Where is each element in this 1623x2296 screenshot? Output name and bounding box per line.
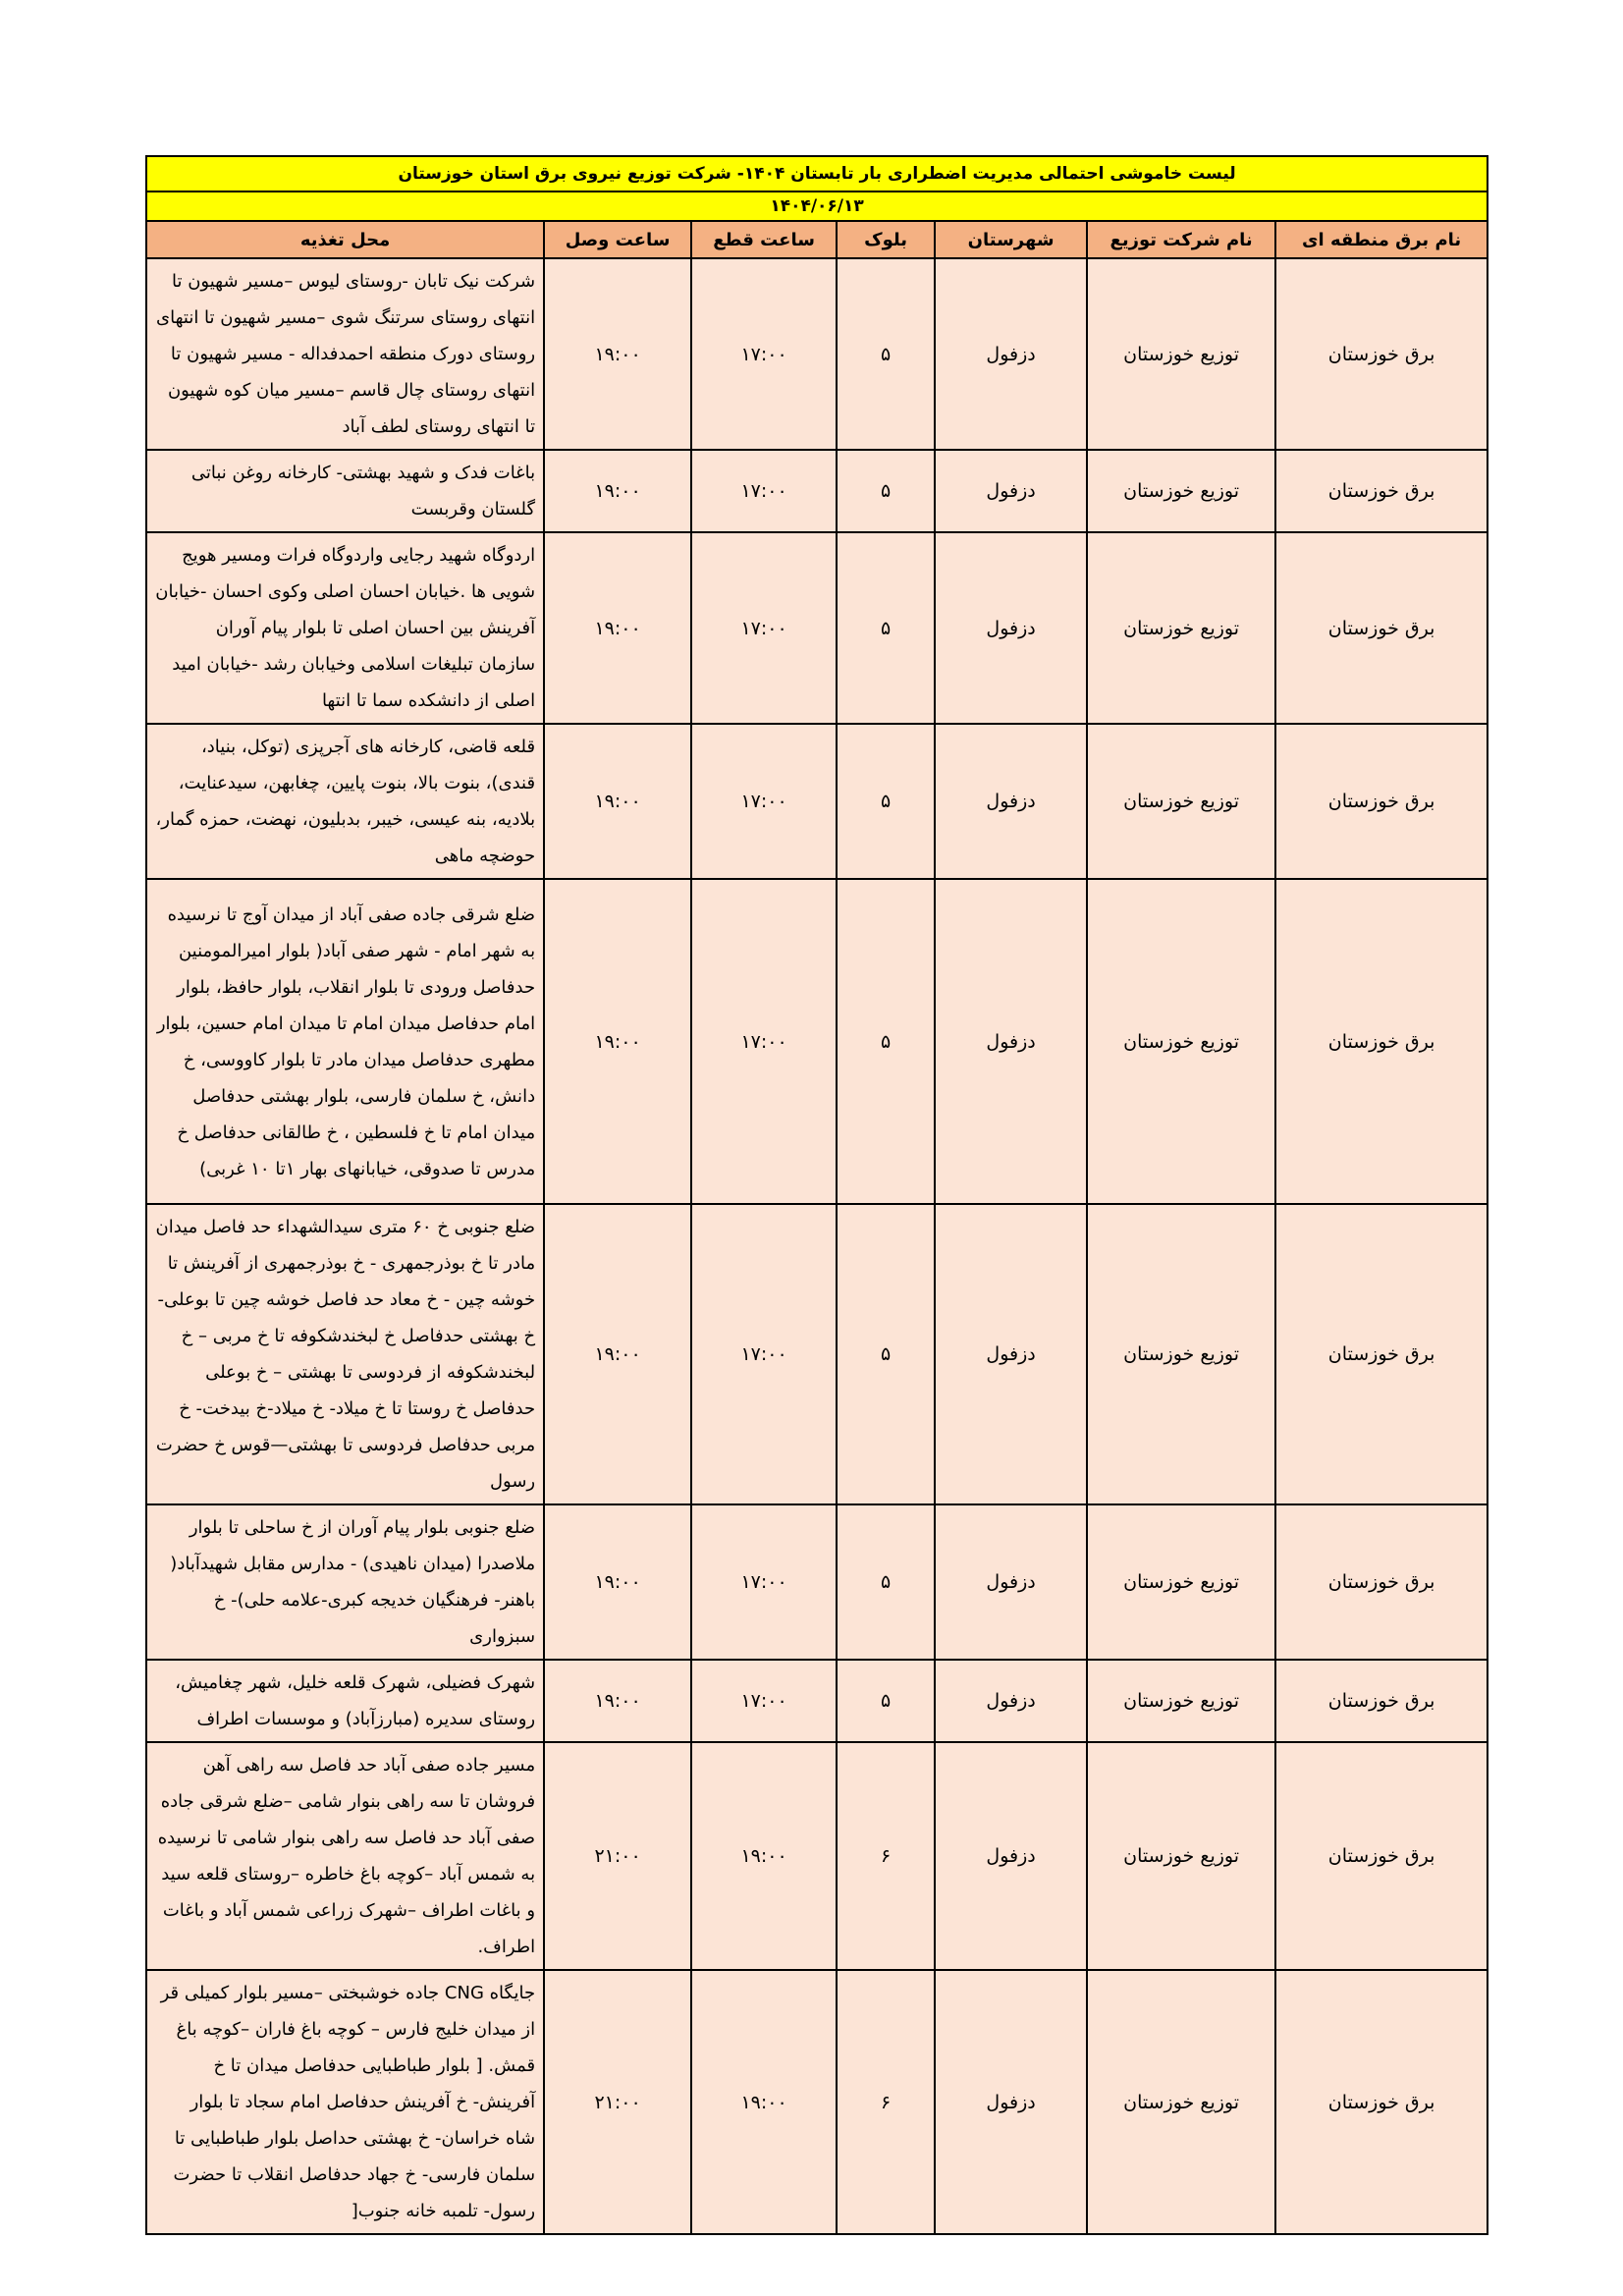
row-end-time: ۱۹:۰۰ [544,532,691,724]
row-location: جایگاه CNG جاده خوشبختی –مسیر بلوار کمیلی قر از میدان خلیج فارس – کوچه باغ فاران –کوچه باغ قمش. [ بلوار طباطبایی حدفاصل میدان تا خ آفرینش- خ آفرینش حدفاصل امام سجاد تا بلوار شاه خراسان- خ بهشتی حداصل بلوار طباطبایی تا سلمان فارسی- خ جهاد حدفاصل انقلاب تا حضرت رسول- تلمبه خانه جنوب[ [146,1970,544,2234]
table-row [146,532,1488,724]
row-block: ۵ [837,1204,935,1504]
row-start-time: ۱۷:۰۰ [691,879,837,1204]
row-region: برق خوزستان [1275,1970,1488,2234]
header-row [146,221,1488,258]
row-company: توزیع خوزستان [1087,1660,1275,1742]
table-row [146,1504,1488,1660]
row-end-time: ۱۹:۰۰ [544,724,691,879]
row-end-time: ۱۹:۰۰ [544,879,691,1204]
row-city: دزفول [935,258,1087,450]
row-location: ضلع شرقی جاده صفی آباد از میدان آوج تا نرسیده به شهر امام - شهر صفی آباد( بلوار امیرالمومنین حدفاصل ورودی تا بلوار انقلاب، بلوار حافظ، بلوار امام حدفاصل میدان امام تا میدان امام حسین، بلوار مطهری حدفاصل میدان مادر تا بلوار کاووسی، خ دانش، خ سلمان فارسی، بلوار بهشتی حدفاصل میدان امام تا خ فلسطین ، خ طالقانی حدفاصل خ مدرس تا صدوقی، خیابانهای بهار ۱تا ۱۰ غربی) [146,879,544,1204]
row-region: برق خوزستان [1275,1204,1488,1504]
row-block: ۶ [837,1970,935,2234]
row-location: اردوگاه شهید رجایی واردوگاه فرات ومسیر هویج شویی ها .خیابان احسان اصلی وکوی احسان -خیابان آفرینش بین احسان اصلی تا بلوار پیام آوران سازمان تبلیغات اسلامی وخیابان رشد -خیابان امید اصلی از دانشکده سما تا انتها [146,532,544,724]
row-start-time: ۱۷:۰۰ [691,1504,837,1660]
table-row [146,1970,1488,2234]
row-block: ۵ [837,879,935,1204]
row-company: توزیع خوزستان [1087,724,1275,879]
row-region: برق خوزستان [1275,1504,1488,1660]
row-end-time: ۲۱:۰۰ [544,1742,691,1970]
row-block: ۵ [837,1504,935,1660]
row-block: ۵ [837,1660,935,1742]
row-block: ۵ [837,450,935,532]
header-location: محل تغذیه [146,221,544,258]
header-end-time: ساعت وصل [544,221,691,258]
row-start-time: ۱۷:۰۰ [691,1660,837,1742]
row-company: توزیع خوزستان [1087,258,1275,450]
row-region: برق خوزستان [1275,724,1488,879]
table-title: لیست خاموشی احتمالی مدیریت اضطراری بار تابستان ۱۴۰۴- شرکت توزیع نیروی برق استان خوزستان [146,156,1488,191]
row-start-time: ۱۹:۰۰ [691,1742,837,1970]
header-region: نام برق منطقه ای [1275,221,1488,258]
row-block: ۵ [837,724,935,879]
row-end-time: ۱۹:۰۰ [544,1504,691,1660]
header-start-time: ساعت قطع [691,221,837,258]
row-city: دزفول [935,724,1087,879]
row-start-time: ۱۷:۰۰ [691,450,837,532]
row-region: برق خوزستان [1275,1660,1488,1742]
row-end-time: ۱۹:۰۰ [544,1660,691,1742]
row-location: مسیر جاده صفی آباد حد فاصل سه راهی آهن فروشان تا سه راهی بنوار شامی –ضلع شرقی جاده صفی آباد حد فاصل سه راهی بنوار شامی تا نرسیده به شمس آباد –کوچه باغ خاطره –روستای قلعه سید و باغات اطراف –شهرک زراعی شمس آباد و باغات اطراف. [146,1742,544,1970]
table-row [146,1660,1488,1742]
row-block: ۶ [837,1742,935,1970]
row-city: دزفول [935,1504,1087,1660]
row-location: ضلع جنوبی بلوار پیام آوران از خ ساحلی تا بلوار ملاصدرا (میدان ناهیدی) - مدارس مقابل شهیدآباد( باهنر- فرهنگیان خدیجه کبری-علامه حلی)- خ سبزواری [146,1504,544,1660]
row-region: برق خوزستان [1275,1742,1488,1970]
row-company: توزیع خوزستان [1087,1504,1275,1660]
row-company: توزیع خوزستان [1087,1970,1275,2234]
row-city: دزفول [935,1970,1087,2234]
row-company: توزیع خوزستان [1087,450,1275,532]
row-company: توزیع خوزستان [1087,879,1275,1204]
row-location: شهرک فضیلی، شهرک قلعه خلیل، شهر چغامیش، روستای سدیره (مبارزآباد) و موسسات اطراف [146,1660,544,1742]
row-start-time: ۱۹:۰۰ [691,1970,837,2234]
row-company: توزیع خوزستان [1087,532,1275,724]
row-end-time: ۲۱:۰۰ [544,1970,691,2234]
header-block: بلوک [837,221,935,258]
row-company: توزیع خوزستان [1087,1742,1275,1970]
table-date: ۱۴۰۴/۰۶/۱۳ [146,191,1488,221]
row-region: برق خوزستان [1275,532,1488,724]
row-end-time: ۱۹:۰۰ [544,450,691,532]
row-end-time: ۱۹:۰۰ [544,1204,691,1504]
row-city: دزفول [935,1204,1087,1504]
row-location: باغات فدک و شهید بهشتی- کارخانه روغن نباتی گلستان وقربست [146,450,544,532]
row-city: دزفول [935,879,1087,1204]
row-location: شرکت نیک تابان -روستای لیوس –مسیر شهیون تا انتهای روستای سرتنگ شوی –مسیر شهیون تا انتهای روستای دورک منطقه احمدفداله - مسیر شهیون تا انتهای روستای چال قاسم –مسیر میان کوه شهیون تا انتهای روستای لطف آباد [146,258,544,450]
table-row [146,1742,1488,1970]
outage-table [145,155,1488,2235]
row-city: دزفول [935,450,1087,532]
row-location: ضلع جنوبی خ ۶۰ متری سیدالشهداء حد فاصل میدان مادر تا خ بوذرجمهری - خ بوذرجمهری از آفرینش تا خوشه چین - خ معاد حد فاصل خوشه چین تا بوعلی- خ بهشتی حدفاصل خ لبخندشکوفه تا خ مربی – خ لبخندشکوفه از فردوسی تا بهشتی – خ بوعلی حدفاصل خ روستا تا خ میلاد- خ میلاد-خ بیدخت- خ مربی حدفاصل فردوسی تا بهشتی—قوس خ حضرت رسول [146,1204,544,1504]
row-region: برق خوزستان [1275,450,1488,532]
row-region: برق خوزستان [1275,258,1488,450]
header-city: شهرستان [935,221,1087,258]
row-company: توزیع خوزستان [1087,1204,1275,1504]
row-city: دزفول [935,532,1087,724]
header-company: نام شرکت توزیع [1087,221,1275,258]
row-region: برق خوزستان [1275,879,1488,1204]
row-block: ۵ [837,258,935,450]
row-block: ۵ [837,532,935,724]
row-city: دزفول [935,1742,1087,1970]
row-start-time: ۱۷:۰۰ [691,258,837,450]
row-start-time: ۱۷:۰۰ [691,532,837,724]
row-start-time: ۱۷:۰۰ [691,724,837,879]
row-location: قلعه قاضی، کارخانه های آجرپزی (توکل، بنیاد، قندی)، بنوت بالا، بنوت پایین، چغابهن، سیدعنایت، بلادیه، بنه عیسی، خیبر، بدبلیون، نهضت، حمزه گمار، حوضچه ماهی [146,724,544,879]
row-city: دزفول [935,1660,1087,1742]
table-row [146,879,1488,1204]
row-end-time: ۱۹:۰۰ [544,258,691,450]
row-start-time: ۱۷:۰۰ [691,1204,837,1504]
table-row [146,450,1488,532]
table-row [146,258,1488,450]
table-row [146,724,1488,879]
table-row [146,1204,1488,1504]
